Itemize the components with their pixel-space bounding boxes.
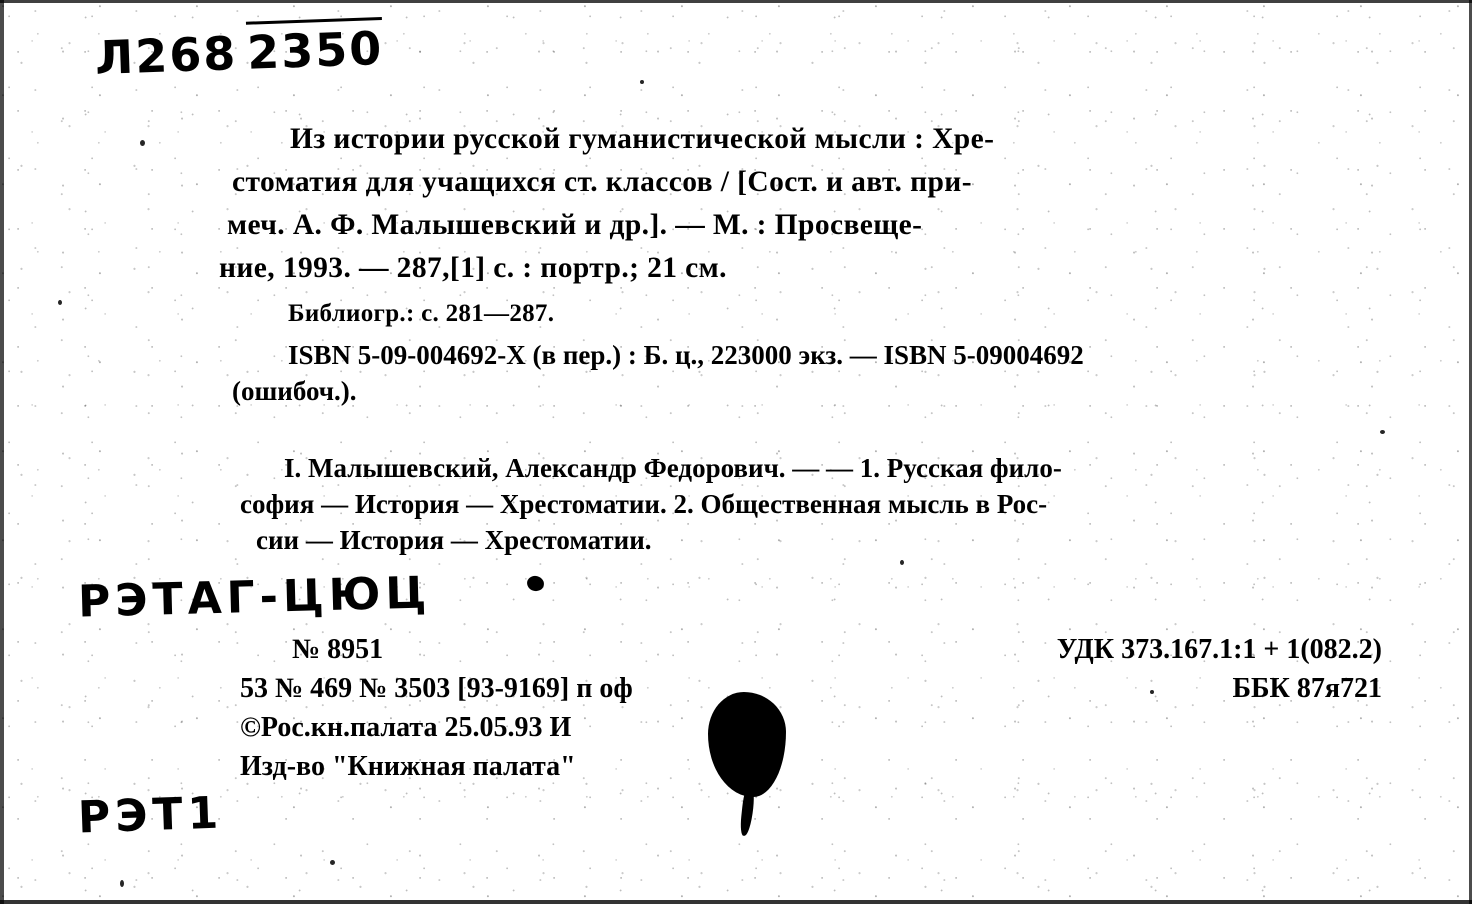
subject-tracings <box>232 450 1422 558</box>
tracing-line-3: сии — История — Хрестоматии. <box>256 525 652 555</box>
tracing-line-2: софия — История — Хрестоматии. 2. Общественная мысль в Рос- <box>240 489 1048 519</box>
isbn-line-2: (ошибоч.). <box>232 376 357 406</box>
publisher-line: Изд-во "Книжная палата" <box>240 751 576 782</box>
shelfmark-prefix: Л268 <box>94 26 239 86</box>
scan-speck <box>1380 430 1385 434</box>
isbn-note <box>232 337 1432 409</box>
description-line-1: Из истории русской гуманистической мысли : Хре- <box>290 123 995 155</box>
handwritten-shelfmark <box>94 21 384 85</box>
classification-block <box>1057 630 1382 708</box>
scan-speck <box>330 860 335 865</box>
shelfmark-number: 2350 <box>246 17 384 80</box>
ink-blot <box>708 692 786 797</box>
ink-dot <box>525 574 545 593</box>
bbk-number: ББК 87я721 <box>1232 673 1382 704</box>
tracing-line-1: I. Малышевский, Александр Федорович. — — 1. Русская фило- <box>284 453 1062 483</box>
handwritten-stamp-code-bottom: РЭТ1 <box>77 787 225 844</box>
copyright-line: ©Рос.кн.палата 25.05.93 И <box>240 712 572 743</box>
handwritten-stamp-code-top: РЭТАГ-ЦЮЦ <box>77 567 432 628</box>
scan-speck <box>120 880 124 887</box>
description-line-4: ние, 1993. — 287,[1] с. : портр.; 21 см. <box>219 252 727 284</box>
description-line-3: меч. А. Ф. Малышевский и др.]. — М. : Просвеще- <box>227 209 923 241</box>
description-line-2: стоматия для учащихся ст. классов / [Сост. и авт. при- <box>232 166 972 198</box>
accession-codes: 53 № 469 № 3503 [93-9169] п оф <box>240 673 633 704</box>
bibliographic-description <box>219 118 1422 290</box>
isbn-line-1: ISBN 5-09-004692-X (в пер.) : Б. ц., 223000 экз. — ISBN 5-09004692 <box>288 340 1084 370</box>
accession-block <box>240 630 633 786</box>
scan-speck <box>640 80 644 84</box>
scan-speck <box>140 140 145 146</box>
accession-number: № 8951 <box>292 634 384 665</box>
scan-speck <box>58 300 62 305</box>
scan-speck <box>900 560 904 565</box>
bibliography-note: Библиогр.: с. 281—287. <box>288 300 555 327</box>
udk-number: УДК 373.167.1:1 + 1(082.2) <box>1056 634 1382 665</box>
